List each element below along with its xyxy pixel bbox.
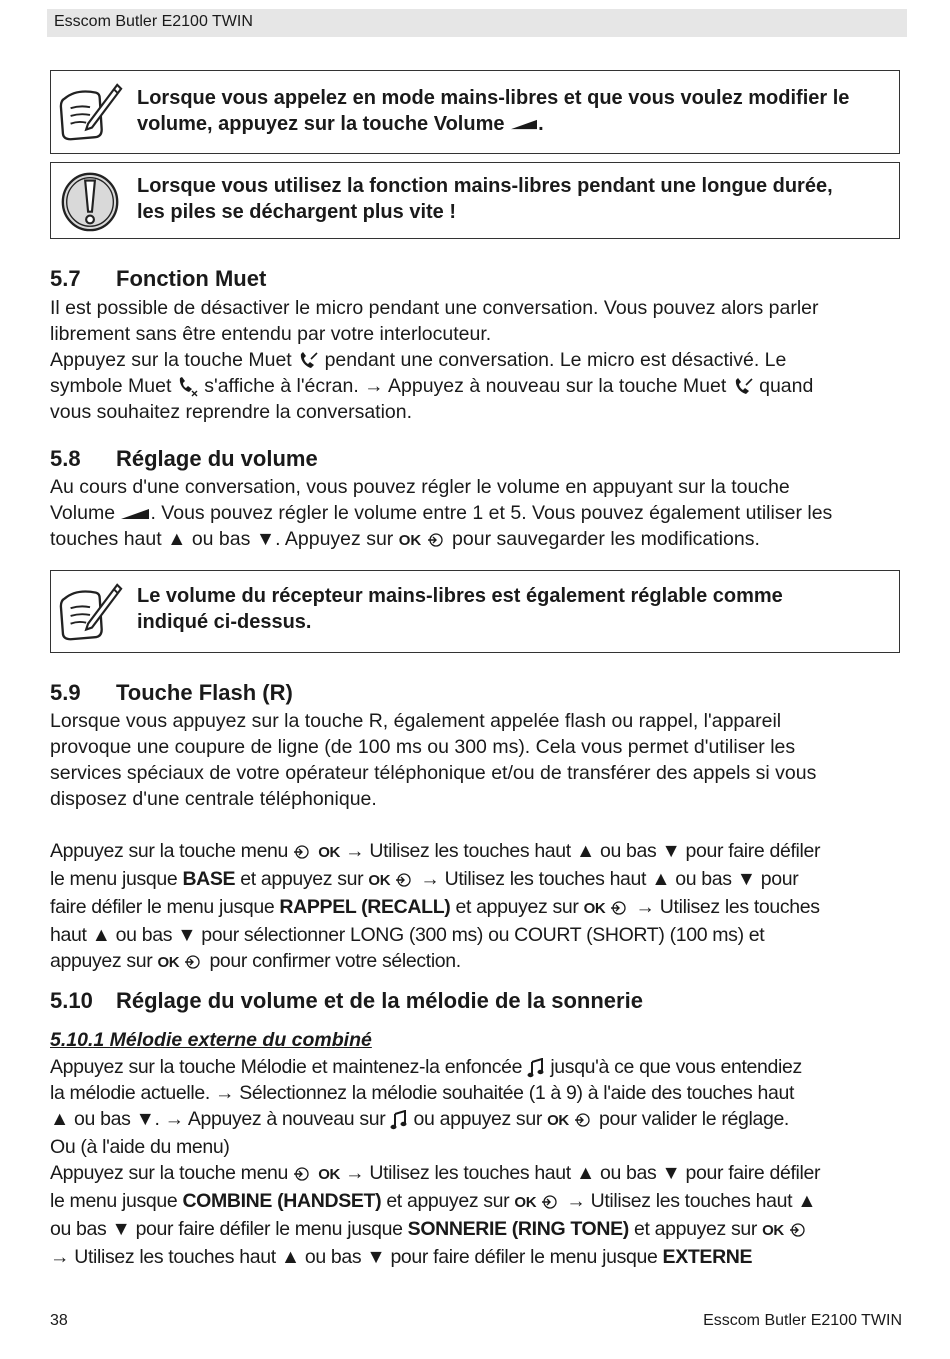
- text-line: Volume: [50, 502, 116, 524]
- arrow-icon: →: [345, 840, 365, 862]
- text-line: pour sélectionner LONG (300 ms) ou COURT (SHORT) (100 ms) et: [201, 924, 765, 946]
- menu-item-handset: COMBINE (HANDSET): [182, 1190, 382, 1212]
- text-line: Utilisez les touches haut: [369, 1162, 571, 1184]
- memo-icon: [57, 79, 125, 147]
- select-key-icon: [789, 1222, 809, 1238]
- text-line: pour valider le réglage.: [599, 1108, 790, 1130]
- ok-key-label: OK: [157, 954, 180, 971]
- select-key-icon: [427, 532, 447, 548]
- text-line: appuyez sur: [50, 950, 153, 972]
- ok-key-label: OK: [318, 1166, 341, 1183]
- select-key-icon: [293, 844, 313, 860]
- text-line: Ou (à l'aide du menu): [50, 1136, 230, 1158]
- warning-text-line-1: Lorsque vous utilisez la fonction mains-libres pendant une longue durée,: [137, 175, 833, 197]
- arrow-icon: →: [215, 1082, 235, 1104]
- mute-key-icon: [297, 351, 319, 371]
- text-line: le menu jusque: [50, 1190, 178, 1212]
- up-arrow-icon: ▲: [797, 1190, 817, 1212]
- text-line: ou bas: [675, 868, 732, 890]
- ok-key-label: OK: [583, 900, 606, 917]
- arrow-icon: →: [164, 1108, 184, 1130]
- paragraph-melody: [50, 1054, 900, 1270]
- up-arrow-icon: ▲: [575, 840, 595, 862]
- text-line: pour faire défiler le menu jusque: [135, 1218, 403, 1240]
- note-text-line-1: Le volume du récepteur mains-libres est également réglable comme: [137, 585, 783, 607]
- text-line: librement sans être entendu par votre interlocuteur.: [50, 323, 492, 345]
- text-line: ou bas: [304, 1246, 362, 1268]
- text-line: la mélodie actuelle.: [50, 1082, 210, 1104]
- section-heading: Réglage du volume et de la mélodie de la sonnerie: [116, 988, 643, 1013]
- section-heading: Réglage du volume: [116, 446, 318, 471]
- menu-item-recall: RAPPEL (RECALL): [279, 896, 451, 918]
- text-line: Utilisez les touches haut: [74, 1246, 276, 1268]
- note-box-receiver-volume: [50, 570, 900, 653]
- text-line: ou appuyez sur: [413, 1108, 542, 1130]
- text-line: vous souhaitez reprendre la conversation.: [50, 401, 413, 423]
- text-line: Appuyez sur la touche menu: [50, 1162, 289, 1184]
- up-arrow-icon: ▲: [167, 528, 187, 550]
- music-note-icon: [527, 1058, 545, 1078]
- up-arrow-icon: ▲: [280, 1246, 300, 1268]
- ok-key-label: OK: [368, 872, 391, 889]
- text-line: Utilisez les touches haut: [369, 840, 571, 862]
- warning-box-battery: [50, 162, 900, 239]
- footer-title: Esscom Butler E2100 TWIN: [703, 1312, 902, 1329]
- up-arrow-icon: ▲: [575, 1162, 595, 1184]
- text-line: pour faire défiler le menu jusque: [390, 1246, 658, 1268]
- text-line: . Appuyez sur: [275, 528, 394, 550]
- down-arrow-icon: ▼: [366, 1246, 386, 1268]
- section-number: 5.7: [50, 266, 81, 291]
- section-number: 5.8: [50, 446, 81, 471]
- text-line: pour sauvegarder les modifications.: [452, 528, 760, 550]
- down-arrow-icon: ▼: [177, 924, 197, 946]
- text-line: services spéciaux de votre opérateur téléphonique et/ou de transférer des appels si vous: [50, 762, 817, 784]
- select-key-icon: [541, 1194, 561, 1210]
- arrow-icon: →: [345, 1162, 365, 1184]
- paragraph-flash: [50, 708, 900, 812]
- text-line: et appuyez sur: [634, 1218, 758, 1240]
- arrow-icon: →: [635, 896, 655, 918]
- text-line: Appuyez sur la touche Mélodie et maintenez-la enfoncée: [50, 1056, 523, 1078]
- memo-icon: [57, 579, 125, 647]
- arrow-icon: →: [566, 1190, 586, 1212]
- section-number: 5.10: [50, 988, 93, 1013]
- warning-text-line-2: les piles se déchargent plus vite !: [137, 201, 457, 223]
- text-line: ou bas: [599, 840, 657, 862]
- text-line: et appuyez sur: [240, 868, 364, 890]
- page-number: 38: [50, 1312, 68, 1329]
- mute-key-icon: [732, 377, 754, 397]
- volume-key-icon: [120, 507, 150, 521]
- text-line: Appuyez à nouveau sur: [187, 1108, 386, 1130]
- arrow-icon: →: [50, 1246, 70, 1268]
- up-arrow-icon: ▲: [91, 924, 111, 946]
- text-line: haut: [50, 924, 87, 946]
- text-line: le menu jusque: [50, 868, 178, 890]
- paragraph-volume: [50, 474, 900, 554]
- arrow-icon: →: [420, 868, 440, 890]
- section-number: 5.9: [50, 680, 81, 705]
- header-title: Esscom Butler E2100 TWIN: [54, 13, 253, 30]
- section-heading: Touche Flash (R): [116, 680, 293, 705]
- down-arrow-icon: ▼: [736, 868, 756, 890]
- text-line: et appuyez sur: [386, 1190, 510, 1212]
- text-line: Utilisez les touches: [659, 896, 820, 918]
- section-title-5-9: [50, 680, 293, 706]
- menu-item-external: EXTERNE: [662, 1246, 753, 1268]
- text-line: Utilisez les touches haut: [590, 1190, 793, 1212]
- text-line: quand: [759, 375, 814, 397]
- volume-key-icon: [510, 118, 538, 131]
- up-arrow-icon: ▲: [50, 1108, 69, 1130]
- section-title-5-10: [50, 988, 643, 1014]
- text-line: ou bas: [50, 1218, 107, 1240]
- select-key-icon: [610, 900, 630, 916]
- down-arrow-icon: ▼: [661, 840, 681, 862]
- section-heading: Fonction Muet: [116, 266, 267, 291]
- text-line: ou bas: [74, 1108, 131, 1130]
- text-line: ou bas: [115, 924, 173, 946]
- text-line: symbole Muet: [50, 375, 172, 397]
- text-line: pour: [760, 868, 799, 890]
- ok-key-label: OK: [547, 1112, 569, 1129]
- text-line: faire défiler le menu jusque: [50, 896, 275, 918]
- select-key-icon: [293, 1166, 313, 1182]
- text-line: pour confirmer votre sélection.: [209, 950, 461, 972]
- text-line: Il est possible de désactiver le micro pendant une conversation. Vous pouvez alors parler: [50, 297, 819, 319]
- text-line: Appuyez sur la touche menu: [50, 840, 289, 862]
- down-arrow-icon: ▼: [661, 1162, 681, 1184]
- text-line: Appuyez à nouveau sur la touche Muet: [388, 375, 727, 397]
- text-line: . Vous pouvez régler le volume entre 1 et 5. Vous pouvez également utiliser les: [150, 502, 833, 524]
- menu-item-base: BASE: [182, 868, 236, 890]
- note-box-handsfree-volume: Lorsque vous appelez en mode mains-libres et que vous voulez modifier le volume, appuyez sur la touche Volume .: [50, 70, 900, 154]
- menu-item-ring-tone: SONNERIE (RING TONE): [407, 1218, 629, 1240]
- arrow-icon: →: [364, 375, 384, 397]
- note-text: Lorsque vous appelez en mode mains-libres et que vous voulez modifier le volume, appuyez sur la touche Volume: [137, 87, 850, 135]
- select-key-icon: [574, 1112, 594, 1128]
- text-line: Au cours d'une conversation, vous pouvez régler le volume en appuyant sur la touche: [50, 476, 790, 498]
- ok-key-label: OK: [514, 1194, 537, 1211]
- note-text-line-2: indiqué ci-dessus.: [137, 611, 312, 633]
- select-key-icon: [395, 872, 415, 888]
- ok-key-label: OK: [318, 844, 341, 861]
- down-arrow-icon: ▼: [255, 528, 276, 550]
- down-arrow-icon: ▼: [111, 1218, 131, 1240]
- text-line: Appuyez sur la touche Muet: [50, 349, 292, 371]
- text-line: .: [154, 1108, 160, 1130]
- ok-key-label: OK: [398, 532, 422, 549]
- text-line: pour faire défiler: [685, 1162, 821, 1184]
- up-arrow-icon: ▲: [651, 868, 671, 890]
- text-line: disposez d'une centrale téléphonique.: [50, 788, 377, 810]
- text-line: et appuyez sur: [455, 896, 579, 918]
- text-line: provoque une coupure de ligne (de 100 ms ou 300 ms). Cela vous permet d'utiliser les: [50, 736, 796, 758]
- text-line: ou bas: [599, 1162, 657, 1184]
- select-key-icon: [184, 954, 204, 970]
- text-line: jusqu'à ce que vous entendiez: [550, 1056, 802, 1078]
- music-note-icon: [390, 1110, 408, 1130]
- warning-exclamation-icon: [57, 167, 125, 235]
- subsection-title-5-10-1: 5.10.1 Mélodie externe du combiné: [50, 1029, 372, 1051]
- down-arrow-icon: ▼: [135, 1108, 155, 1130]
- text-line: touches haut: [50, 528, 162, 550]
- text-line: Lorsque vous appuyez sur la touche R, également appelée flash ou rappel, l'appareil: [50, 710, 782, 732]
- paragraph-mute: [50, 295, 900, 425]
- text-line: pendant une conversation. Le micro est désactivé. Le: [324, 349, 787, 371]
- mute-symbol-icon: [177, 377, 199, 397]
- text-line: pour faire défiler: [685, 840, 821, 862]
- page-header: [47, 9, 907, 37]
- text-line: Utilisez les touches haut: [444, 868, 647, 890]
- section-title-5-7: [50, 266, 266, 292]
- ok-key-label: OK: [762, 1222, 784, 1239]
- text-line: Sélectionnez la mélodie souhaitée (1 à 9) à l'aide des touches haut: [239, 1082, 795, 1104]
- text-line: s'affiche à l'écran.: [204, 375, 359, 397]
- paragraph-flash-menu: [50, 838, 900, 976]
- text-line: ou bas: [191, 528, 251, 550]
- section-title-5-8: [50, 446, 318, 472]
